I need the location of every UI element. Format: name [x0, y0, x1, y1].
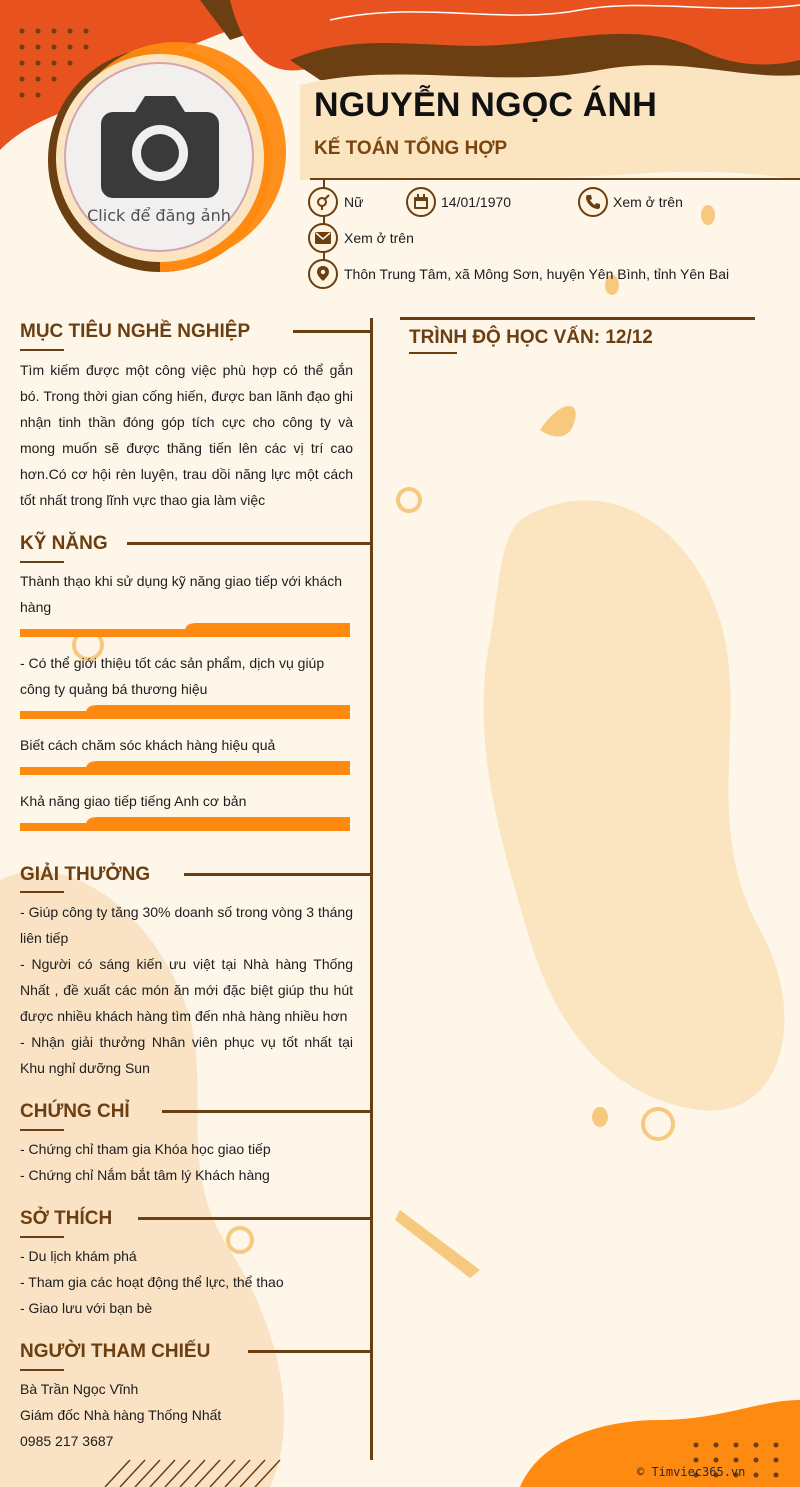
hobby-item: - Tham gia các hoạt động thể lực, thể thao [20, 1274, 284, 1290]
skills-title: KỸ NĂNG [20, 533, 108, 554]
hobbies-title: SỞ THÍCH [20, 1208, 113, 1229]
email-value: Xem ở trên [344, 230, 414, 246]
address-value: Thôn Trung Tâm, xã Mông Sơn, huyện Yên Bình, tỉnh Yên Bai [344, 266, 730, 282]
camera-icon [101, 96, 219, 198]
gender-icon [308, 187, 338, 217]
column-divider [370, 318, 373, 1460]
reference-name: Bà Trần Ngọc Vĩnh [20, 1381, 139, 1397]
references-title: NGƯỜI THAM CHIẾU [20, 1341, 211, 1362]
certificates-title: CHỨNG CHỈ [20, 1101, 130, 1122]
award-item: - Người có sáng kiến ưu việt tại Nhà hàng Thống Nhất , đề xuất các món ăn mới đặc biệt giúp thu hút được nhiều khách hàng tìm đến nhà hàng nhiều hơn [20, 956, 353, 1024]
gender-value: Nữ [344, 194, 364, 210]
education-underline [409, 352, 457, 354]
certificate-item: - Chứng chỉ Nắm bắt tâm lý Khách hàng [20, 1167, 270, 1183]
calendar-icon [406, 187, 436, 217]
candidate-name: NGUYỄN NGỌC ÁNH [314, 86, 658, 124]
skill-level-bar [20, 623, 350, 637]
certificates-underline [20, 1129, 64, 1131]
skill-bar-fill [86, 817, 350, 831]
hobby-item: - Giao lưu với bạn bè [20, 1300, 153, 1316]
skill-level-bar [20, 761, 350, 775]
hobbies-underline [20, 1236, 64, 1238]
references-underline [20, 1369, 64, 1371]
skill-level-bar [20, 705, 350, 719]
awards-title: GIẢI THƯỞNG [20, 864, 151, 885]
objective-title: MỤC TIÊU NGHỀ NGHIỆP [20, 321, 251, 342]
certificate-item: - Chứng chỉ tham gia Khóa học giao tiếp [20, 1141, 271, 1157]
awards-rule [184, 873, 373, 876]
education-rule [400, 317, 755, 320]
hobbies-rule [138, 1217, 373, 1220]
job-title: KẾ TOÁN TỔNG HỢP [314, 138, 508, 159]
skill-item: Biết cách chăm sóc khách hàng hiệu quả [20, 737, 276, 753]
reference-title: Giám đốc Nhà hàng Thống Nhất [20, 1407, 222, 1423]
reference-phone: 0985 217 3687 [20, 1433, 114, 1449]
footer-credit: © Timviec365.vn [637, 1465, 746, 1479]
education-title: TRÌNH ĐỘ HỌC VẤN: 12/12 [409, 327, 653, 348]
skills-rule [127, 542, 373, 545]
skill-item: Khả năng giao tiếp tiếng Anh cơ bản [20, 793, 247, 809]
location-icon [308, 259, 338, 289]
awards-underline [20, 891, 64, 893]
avatar-upload[interactable] [64, 62, 254, 252]
skill-item: Thành thạo khi sử dụng kỹ năng giao tiếp với khách hàng [20, 573, 343, 615]
phone-icon [578, 187, 608, 217]
skill-bar-fill [86, 761, 350, 775]
phone-value: Xem ở trên [613, 194, 683, 210]
award-item: - Giúp công ty tăng 30% doanh số trong vòng 3 tháng liên tiếp [20, 904, 353, 946]
avatar-label: Click để đăng ảnh [87, 206, 231, 225]
objective-text: Tìm kiếm được một công việc phù hợp có thể gắn bó. Trong thời gian cống hiến, được ban lãnh đạo ghi nhận tinh thần đóng góp tích cực cho công ty và mong muốn sẽ được thăng tiến lên các vị trí cao hơn.Có cơ hội rèn luyện, trau dồi năng lực một cách tốt nhất trong lĩnh vực thao gia làm việc [20, 362, 353, 508]
header-divider [310, 178, 800, 180]
skills-underline [20, 561, 64, 563]
birthday-value: 14/01/1970 [441, 194, 512, 210]
objective-rule [293, 330, 373, 333]
certificates-rule [162, 1110, 373, 1113]
skill-item: - Có thể giới thiệu tốt các sản phẩm, dịch vụ giúp công ty quảng bá thương hiệu [20, 655, 325, 697]
email-icon [308, 223, 338, 253]
skill-level-bar [20, 817, 350, 831]
award-item: - Nhận giải thưởng Nhân viên phục vụ tốt nhất tại Khu nghỉ dưỡng Sun [20, 1034, 353, 1076]
skill-bar-fill [86, 705, 350, 719]
skill-bar-fill [185, 623, 350, 637]
hobby-item: - Du lịch khám phá [20, 1248, 137, 1264]
references-rule [248, 1350, 373, 1353]
objective-underline [20, 349, 64, 351]
